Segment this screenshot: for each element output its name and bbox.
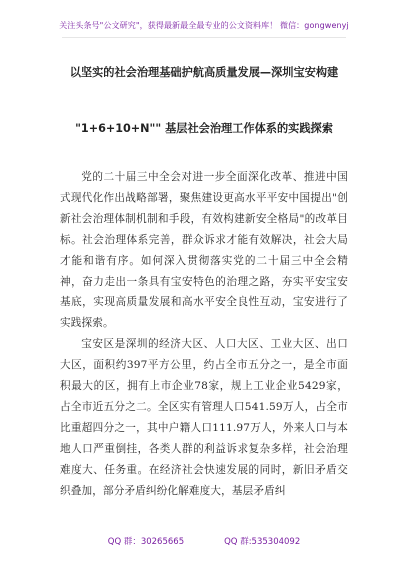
- body-paragraph-1: 党的二十届三中全会对进一步全面深化改革、推进中国式现代化作出战略部署，聚焦建设更高水平平安中国提出"创新社会治理体制机制和手段，有效构建新安全格局"的改革目标。社会治理体系完善，群众诉求才能有效解决，社会大局才能和谐有序。如何深入贯彻落实党的二十届三中全会精神，奋力走出一条具有宝安特色的治理之路，夯实平安宝安基底，实现高质量发展和高水平安全良性互动，宝安进行了实践探索。: [60, 171, 348, 330]
- header-divider: [62, 37, 346, 38]
- footer-qq-group-2: QQ 群:535304092: [224, 537, 301, 547]
- footer-contact: [0, 535, 408, 547]
- document-title-line-2: "1+6+10+N"" 基层社会治理工作体系的实践探索: [75, 122, 333, 135]
- body-paragraph-2: 宝安区是深圳的经济大区、人口大区、工业大区、出口大区，面积约397平方公里，约占全市五分之一，是全市面积最大的区，拥有上市企业78家，规上工业企业5429家，占全市近五分之二。全区实有管理人口541.59万人，占全市比重超四分之一，其中户籍人口111.97万人，外来人口与本地人口严重倒挂，各类人群的利益诉求复杂多样，社会治理难度大、任务重。在经济社会快速发展的同时，新旧矛盾交织叠加，部分矛盾纠纷化解难度大，基层矛盾纠: [60, 338, 348, 497]
- header-note: 关注头条号"公文研究"，获得最新最全最专业的公文资料库！ 微信：gongwenyj: [59, 21, 349, 30]
- document-title-line-1: 以坚实的社会治理基础护航高质量发展—深圳宝安构建: [69, 66, 339, 79]
- document-body: [60, 167, 348, 502]
- footer-qq-group-1: QQ 群：30265665: [107, 537, 185, 547]
